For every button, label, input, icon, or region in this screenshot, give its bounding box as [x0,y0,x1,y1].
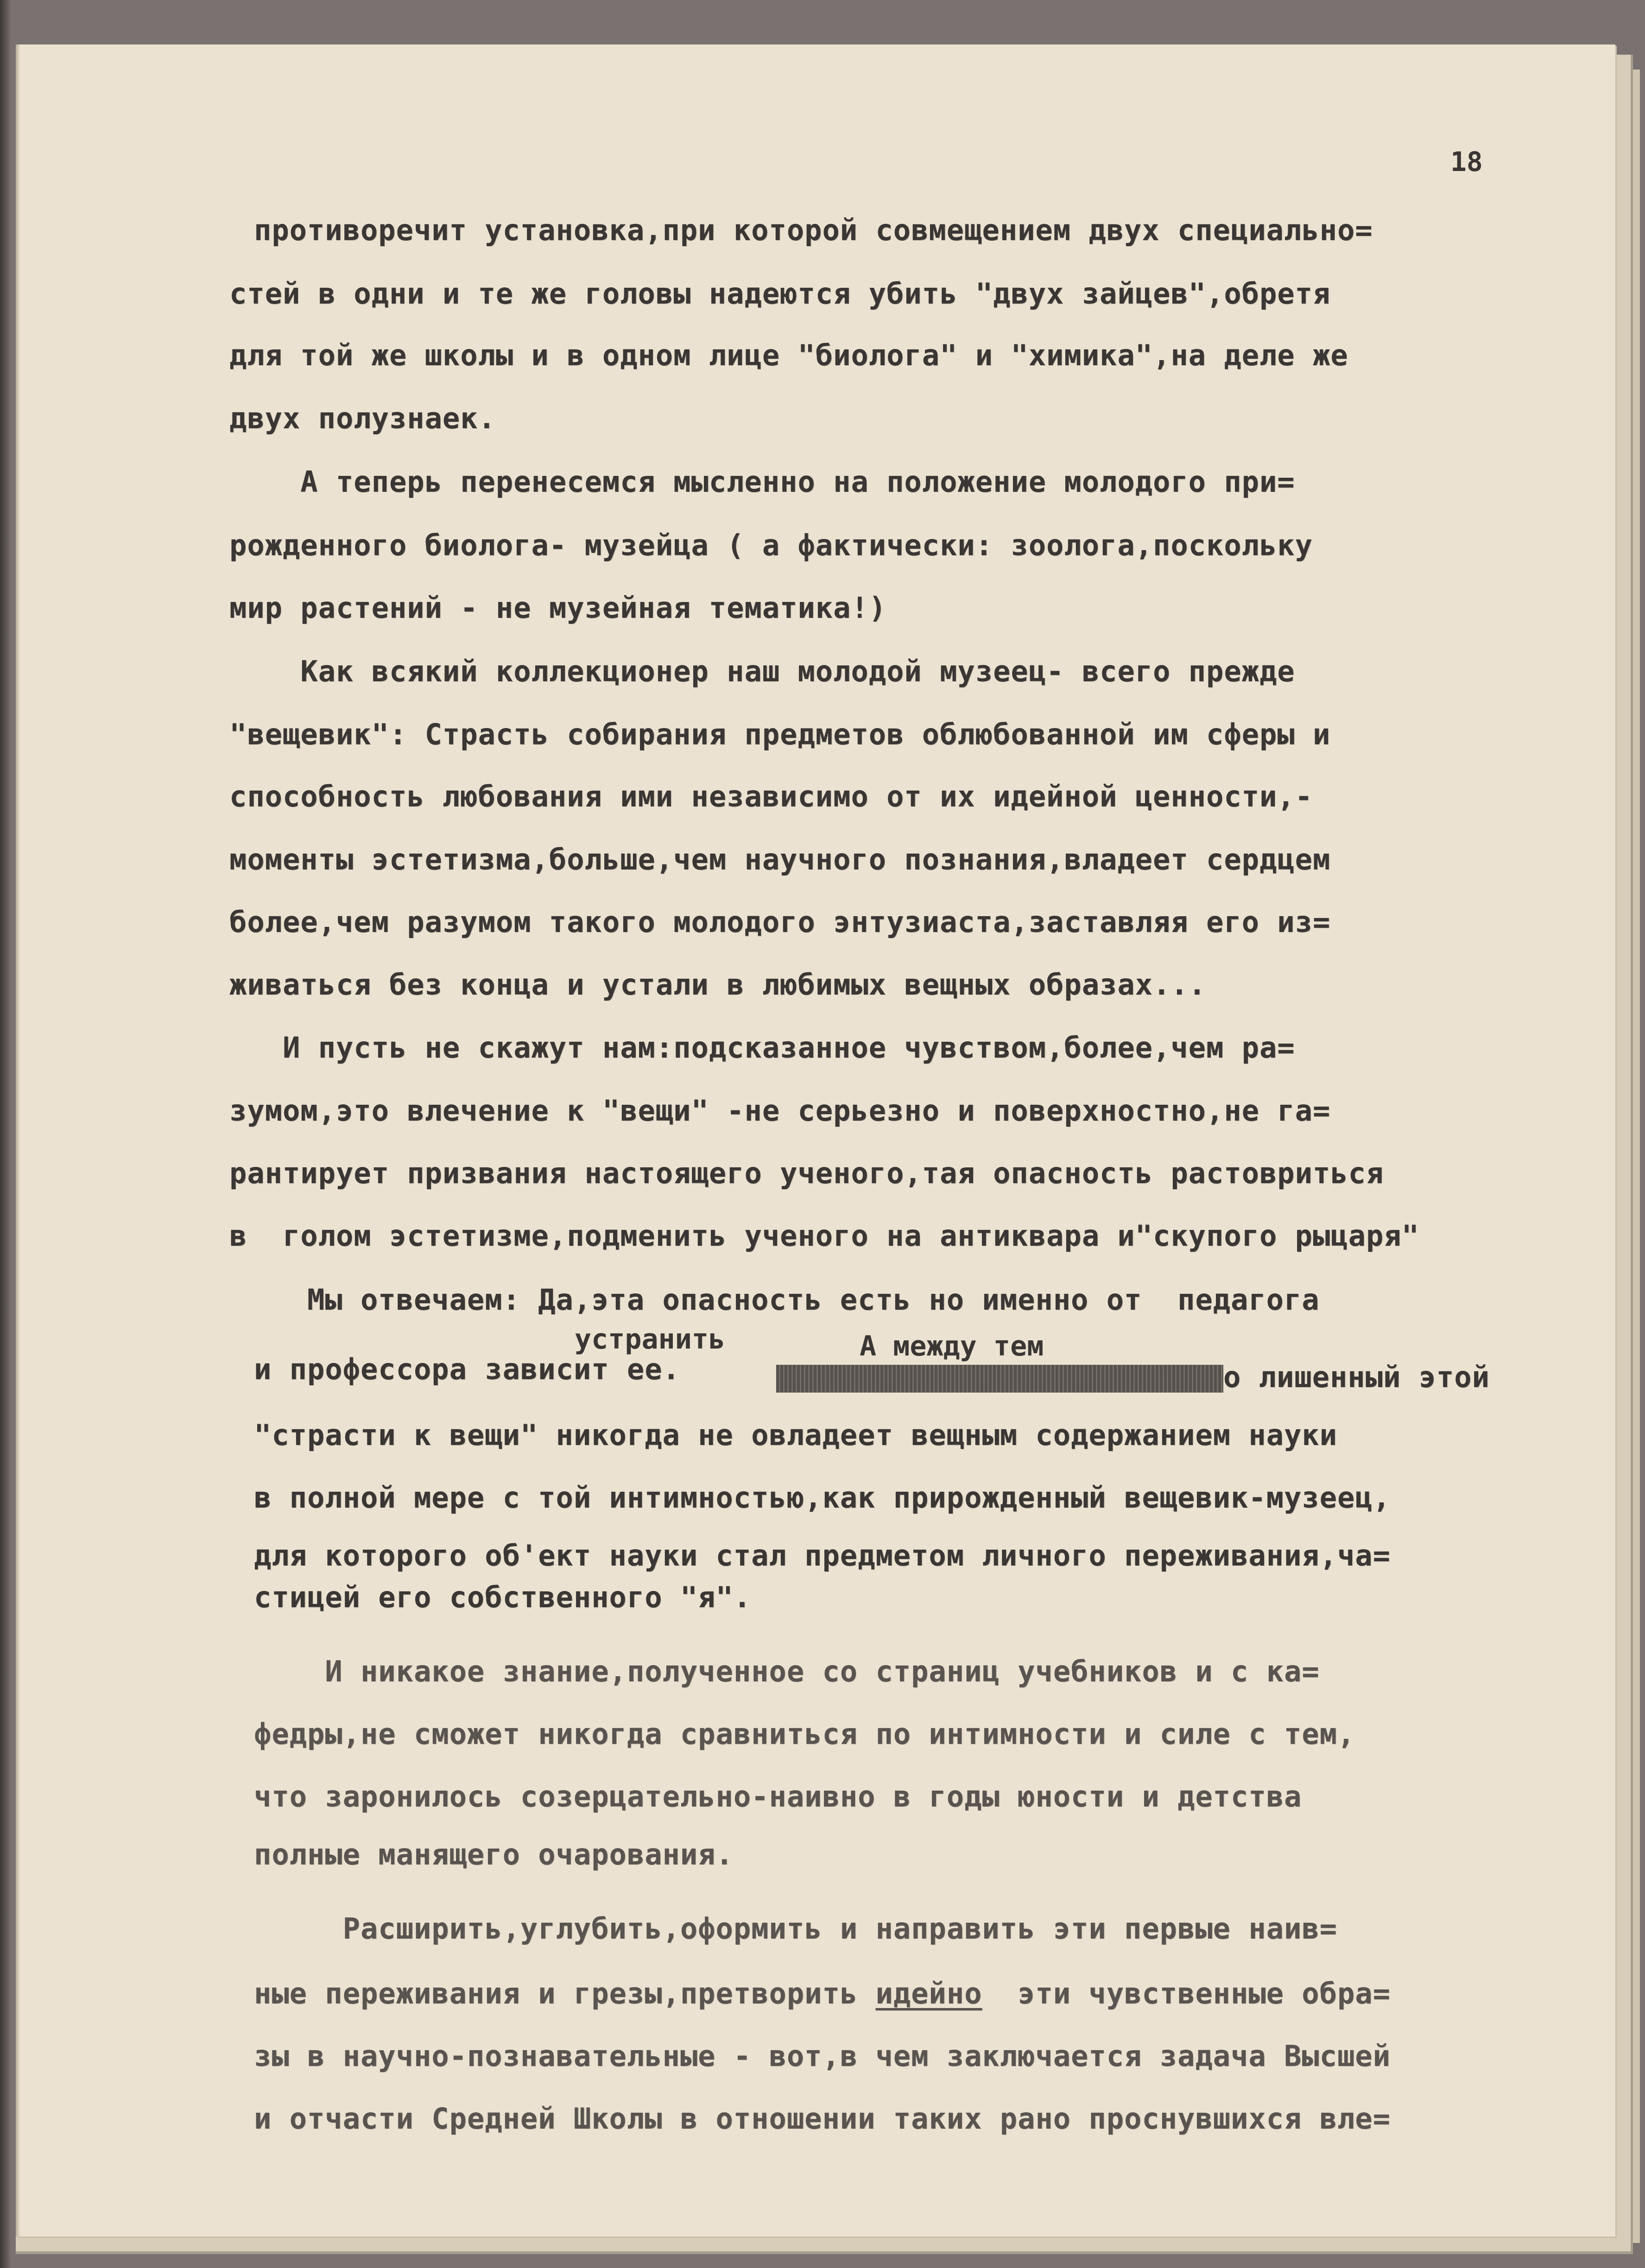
text-line: более,чем разумом такого молодого энтузиаста,заставляя его из= [229,905,1331,939]
text-line: противоречит установка,при которой совмещением двух специально= [254,213,1373,247]
text-line: "вещевик": Страсть собирания предметов облюбованной им сферы и [229,717,1331,751]
text-line: о лишенный этой [1223,1360,1490,1394]
text-line: и отчасти Средней Школы в отношении таких рано проснувшихся вле= [254,2102,1391,2135]
text-line: двух полузнаек. [229,401,496,435]
text-line: рожденного биолога- музейца ( а фактически: зоолога,поскольку [229,528,1313,562]
text-line: И пусть не скажут нам:подсказанное чувством,более,чем ра= [229,1031,1295,1064]
text-line: зумом,это влечение к "вещи" -не серьезно и поверхностно,не га= [229,1094,1331,1128]
text-line: федры,не сможет никогда сравниться по интимности и силе с тем, [254,1717,1355,1751]
text-line: "страсти к вещи" никогда не овладеет вещным содержанием науки [254,1418,1337,1452]
text-line: рантирует призвания настоящего ученого,тая опасность растовриться [229,1156,1384,1190]
text-line: живаться без конца и устали в любимых вещных образах... [229,968,1206,1001]
text-line: способность любования ими независимо от их идейной ценности,- [229,779,1313,813]
text-line: в полной мере с той интимностью,как прирожденный вещевик-музеец, [254,1481,1391,1514]
text-line: Мы отвечаем: Да,эта опасность есть но именно от педагога [254,1283,1320,1317]
struck-out-text [776,1365,1223,1393]
text-line [254,1977,1391,2010]
inserted-correction: устранить [575,1323,726,1356]
text-line: мир растений - не музейная тематика!) [229,591,887,625]
text-line: А теперь перенесемся мысленно на положение молодого при= [229,465,1295,499]
inserted-correction: А между тем [860,1330,1044,1362]
text-line: для той же школы и в одном лице "биолога" и "химика",на деле же [229,338,1348,372]
text-line: что заронилось созерцательно-наивно в годы юности и детства [254,1780,1302,1813]
page-binding-edge [16,44,20,2236]
text-line: стицей его собственного "я". [254,1580,752,1614]
text-line: И никакое знание,полученное со страниц учебников и с ка= [254,1654,1320,1688]
text-line: Как всякий коллекционер наш молодой музеец- всего прежде [229,654,1295,688]
text-line: и профессора зависит ее. [254,1352,680,1386]
text-line: Расширить,углубить,оформить и направить эти первые наив= [254,1912,1337,1945]
text-line: полные манящего очарования. [254,1837,734,1871]
typewritten-page [16,44,1615,2236]
text-segment: эти чувственные обра= [982,1977,1391,2010]
text-line: моменты эстетизма,больше,чем научного познания,владеет сердцем [229,843,1331,876]
page-number: 18 [1450,146,1483,177]
text-line: в голом эстетизме,подменить ученого на антиквара и"скупого рыцаря" [229,1219,1419,1253]
text-segment: ные переживания и грезы,претворить [254,1977,876,2010]
text-line: для которого об'ект науки стал предметом личного переживания,ча= [254,1539,1391,1572]
underlined-word: идейно [875,1977,982,2010]
text-line: зы в научно-познавательные - вот,в чем заключается задача Высшей [254,2039,1391,2073]
text-line: стей в одни и те же головы надеются убить "двух зайцев",обретя [229,277,1331,310]
